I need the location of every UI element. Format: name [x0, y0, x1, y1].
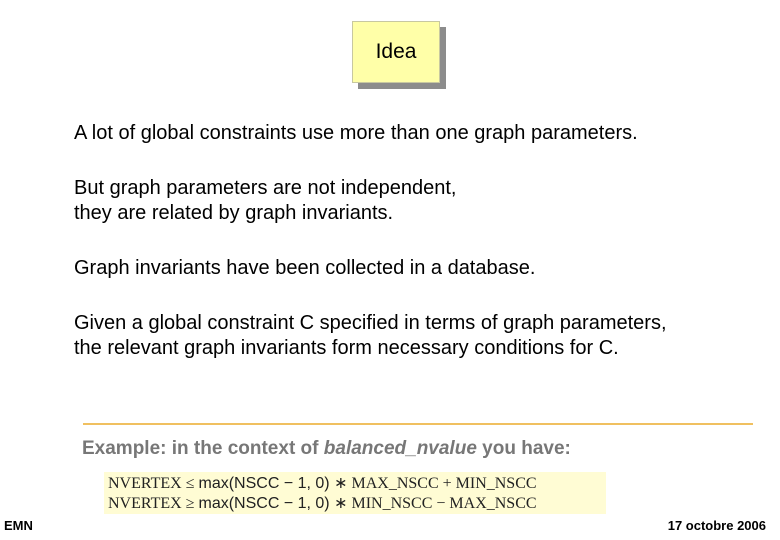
formula-lhs: NVERTEX [108, 475, 182, 492]
paragraph-4 [74, 311, 764, 361]
paragraph-line: Graph invariants have been collected in a database. [74, 257, 536, 279]
slide-title [352, 21, 440, 83]
formula-operator: ≤ [185, 475, 195, 492]
formula-lhs: NVERTEX [108, 495, 182, 512]
formula-mid: max(NSCC − 1, 0) ∗ [198, 495, 348, 512]
footer-institution: EMN [4, 518, 33, 533]
paragraph-3 [74, 256, 764, 281]
paragraph-1 [74, 121, 764, 146]
example-prefix: Example: in the context of [82, 438, 324, 459]
example-suffix: you have: [476, 438, 571, 459]
formula-panel [104, 472, 606, 514]
constraint-name: balanced_nvalue [323, 438, 477, 459]
formula-rhs: MAX_NSCC + MIN_NSCC [351, 475, 537, 492]
slide-title-text: Idea [375, 40, 417, 63]
paragraph-line: But graph parameters are not independent, [74, 177, 457, 199]
paragraph-line: they are related by graph invariants. [74, 202, 394, 224]
paragraph-line: the relevant graph invariants form necessary conditions for C. [74, 337, 619, 359]
paragraph-line: A lot of global constraints use more than one graph parameters. [74, 122, 638, 144]
paragraph-line: Given a global constraint C specified in terms of graph parameters, [74, 312, 667, 334]
formula-lower-bound [108, 493, 537, 513]
formula-operator: ≥ [185, 495, 195, 512]
formula-upper-bound [108, 473, 537, 493]
footer-date: 17 octobre 2006 [667, 518, 766, 533]
paragraph-2 [74, 176, 764, 226]
formula-rhs: MIN_NSCC − MAX_NSCC [351, 495, 537, 512]
example-caption [82, 438, 571, 460]
divider-rule [83, 423, 753, 425]
formula-mid: max(NSCC − 1, 0) ∗ [198, 475, 348, 492]
